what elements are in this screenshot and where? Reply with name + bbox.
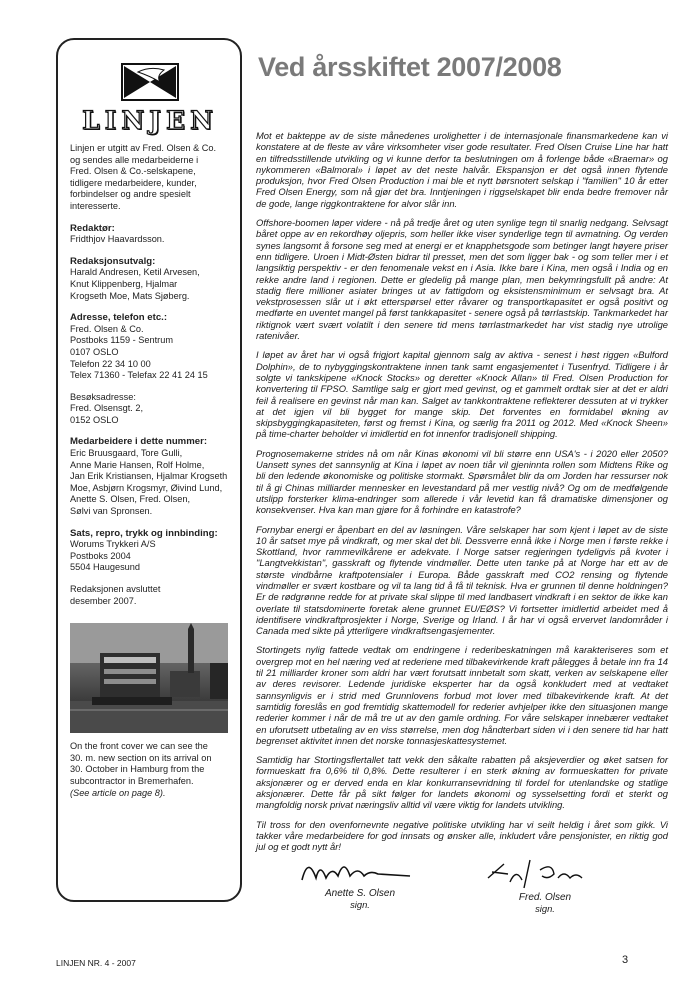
contributors-block: Medarbeidere i dette nummer: Eric Bruusgaard, Tore Gulli, Anne Marie Hansen, Rolf Holme, Jan Erik Kristiansen, Hjalmar Krogseth Moe, Asbjørn Krogsmyr, Øivind Lund, Anette S. Olsen, Fred. Olsen, Sølvi van Spronsen. <box>70 436 228 517</box>
editorial-body <box>256 130 668 861</box>
fred-olsen-flag-logo-icon <box>120 62 180 102</box>
editorial-committee-block: Redaksjonsutvalg: Harald Andresen, Ketil Arvesen, Knut Klippenberg, Hjalmar Krogseth Moe, Mats Sjøberg. <box>70 255 200 301</box>
issue-footer: LINJEN NR. 4 - 2007 <box>56 958 136 968</box>
paragraph: Til tross for den ovenfornevnte negative politiske utvikling har vi seilt heldig i året som gikk. Vi takker våre medarbeidere for god innsats og ønsker alle, inkludert våre pensjonister, en riktig god jul og et godt nytt år! <box>256 818 668 853</box>
signature-block-left: Anette S. Olsen sign. <box>324 888 396 910</box>
paragraph: I løpet av året har vi også frigjort kapital gjennom salg av aktiva - senest i høst riggen «Bulford Dolphin», de to nybyggingskontraktene innen tank samt engasjementet i Tusenfryd. Tidligere i år solgte vi tankskipene «Knock Stocks» og deretter «Knock Allan» til Fred. Olsen Production for konvertering til FPSO. Samtlige salg er gjort med gevinst, og et gammelt ordtak sier at det er aldri feil å realisere en gevinst når man kan. Salget av tankkontraktene reflekterer dessuten at vi trykker at det igjen vil bli bygget for mange skip. Det forventes en formidabel økning av skipsbyggingkapasiteten, først og fremst i Kina, og særlig fra 2011 og 2012. Med «Knock Sheen» på time-charter beholder vi imidlertid en fot innenfor tradisjonell shipping. <box>256 349 668 440</box>
editor-block: Redaktør: Fridthjov Haavardsson. <box>70 222 165 245</box>
signature-anette-olsen <box>298 852 418 888</box>
paragraph: Fornybar energi er åpenbart en del av løsningen. Våre selskaper har som kjent i løpet av de siste 10 år satset mye på vindkraft, og mer skal det bli. Dessverre ennå ikke i Norge men i første rekke i Skottland, hvor rammevilkårene er adekvate. I Norge satser regjeringen tydeligvis på kvoter i "Langtvekkistan", gasskraft og flytende vindmøller. Dette uten tanke på at Norge har ett av de største vindbårne kraftpotensialer i Europa. Både gasskraft med CO2 rensing og flytende vindmøller er svært kostbare og vil ta lang tid å få til teknisk. Hva er grunnen til denne holdningen? Er de rødgrønne redde for at private skal slippe til med landbasert vindkraft i en sektor de ikke kan overlate til statsdominerte foretak alene grunnet EU/EØS? Vi fortsetter imidlertid arbeidet med å identifisere vindkraftprosjekter i Norge, Sverige og Irland. I år har vi også ervervet landområder i Canada med sikte på ytterligere vindkraftsengasjementer. <box>256 523 668 637</box>
masthead-sidebar <box>56 38 242 902</box>
paragraph: Prognosemakerne strides nå om når Kinas økonomi vil bli større enn USA's - i 2020 eller 2050? Uansett synes det sannsynlig at Kina i løpet av noen tiår vil gjeninnta rollen som Midtens Rike og bli den ledende økonomiske og politiske stormakt. Spørsmålet blir da om Jorden har ressurser nok til å gi Chinas milliarder mennesker en levestandard på mer vestlig nivå? Og om de medfølgende utslipp forsterker klima-endringer som allerede i vår levetid kan få dramatiske dimensjoner og konsekvenser. Hva kan man gjøre for å forhindre en katastrofe? <box>256 447 668 516</box>
brand-wordmark: LINJEN <box>82 106 218 135</box>
signature-block-right: Fred. Olsen sign. <box>518 892 572 914</box>
intro-text: Linjen er utgitt av Fred. Olsen & Co. og sendes alle medarbeiderne i Fred. Olsen & Co.-selskapene, tidligere medarbeidere, kunder, forbindelser og andre spesielt interesserte. <box>70 143 217 211</box>
cover-photo-hamburg <box>70 623 228 733</box>
visiting-address-block: Besøksadresse: Fred. Olsensgt. 2, 0152 OSLO <box>70 391 144 425</box>
signature-fred-olsen <box>482 856 602 892</box>
page-number: 3 <box>622 954 629 966</box>
paragraph: Offshore-boomen løper videre - nå på tredje året og uten synlige tegn til snarlig nedgang. Selvsagt båret oppe av en rekordhøy oljepris, som heller ikke viser synderlige tegn til avmatning. Og verden synes langsomt å forsone seg med at energi er et knapphetsgode som betinger langt høyere priser enn tidligere. Uroen i Midt-Østen bidrar til presset, men det som ligger bak - og som teller mer i et langsiktig perspektiv - er den fenomenale vekst en i Asia. Ikke bare i Kina, men også i India og en rekke andre land i regionen. Dette er gledelig på mange plan, men bekymringsfullt på andre: At stadig flere millioner asiater bringes ut av fattigdom og eksistensminimum er selvsagt bra. At vekstprosessen slår ut i økt etterspørsel etter råvarer og transportkapasitet er også positivt og medførte en uventet mangel på først tankkapasitet - senere også på tørrlastskip. Tankmarkedet har riktignok vært svært volatilt i den senere tid mens tørrlastmarkedet har vist stadig nye utrolige ratenivåer. <box>256 217 668 342</box>
page-title: Ved årsskiftet 2007/2008 <box>258 52 562 82</box>
printing-block: Sats, repro, trykk og innbinding: Worums Trykkeri A/S Postboks 2004 5504 Haugesund <box>70 527 218 573</box>
paragraph: Samtidig har Stortingsflertallet tatt vekk den såkalte rabatten på aksjeverdier og øket satsen for formueskatt fra 0,6% til 0,8%. Dette resulterer i en sterk økning av formueskatten for private aksjonærer og er derved enda en klar konkurransevridning til fordel for utenlandske og statlige aksjonærer. Dette får på sikt følger for landets økonomi og sysselsetting fordi et sterkt og mangfoldig norsk privat næringsliv alltid vil være viktig for landets utvikling. <box>256 754 668 811</box>
cover-photo-caption: On the front cover we can see the 30. m. new section on its arrival on 30. October in Hamburg from the subcontractor in Bremerhafen. (See article on page 8). <box>70 741 212 798</box>
closing-date-block: Redaksjonen avsluttet desember 2007. <box>70 584 161 606</box>
paragraph: Stortingets nylig fattede vedtak om endringene i rederibeskatningen må karakteriseres som et overgrep mot en hel næring ved at rederiene med tilbakevirkende kraft pålegges å betale inn fra 14 til 21 milliarder kroner som aldri har vært forutsatt innbetalt som skatt, verken av selskapene eller av deres revisorer. Ledende juridiske eksperter har da også konkludert med at vedtaket sannsynligvis er i strid med Grunnlovens forbud mot lover med tilbakevirkende kraft. At det samtidig foreslås en god fremtidig skattemodell for rederier avhjelper ikke den situasjonen mange rederier kommer i når de må tre ut av den gamle ordning. For våre selskaper innebærer vedtaket en uforutsett utbetaling av en viss størrelse, men dog håndterbart siden vi i den senere tid har hatt begrenset aktivitet innen det norske tonnasjeskattesystemet. <box>256 644 668 746</box>
paragraph: Mot et bakteppe av de siste månedenes urolighetter i de internasjonale finansmarkedene kan vi konstatere at de fleste av våre virksomheter viser gode resultater. Fred Olsen Cruise Line har hatt en tilfredsstillende utvikling og vi kunne derfor ta beslutningen om å forlenge både «Braemar» og nykommeren «Balmoral» i løpet av det neste halvår. Ekspansjon er det også innen flytende produksjon, hvor Fred Olsen Production i mai ble et nytt børsnotert selskap i "familien" 10 år etter Fred Olsen Energy, som nå gjør det bra. Inntjeningen i riggselskapet blir enda bedre fremover når de gode, lange riggkontraktene for alvor slår inn. <box>256 130 668 209</box>
address-block: Adresse, telefon etc.: Fred. Olsen & Co. Postboks 1159 - Sentrum 0107 OSLO Telefon 22 34 10 00 Telex 71360 - Telefax 22 41 24 15 <box>70 312 208 381</box>
